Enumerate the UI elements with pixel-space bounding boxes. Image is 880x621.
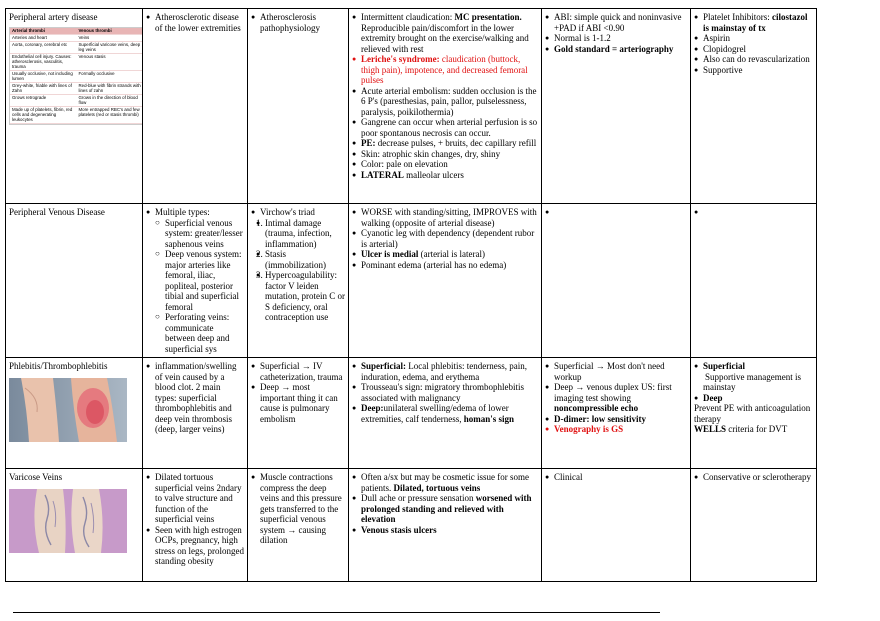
list-item: ● Conservative or sclerotherapy (703, 472, 813, 483)
list-item: ● Skin: atrophic skin changes, dry, shiny (361, 149, 538, 160)
list-item: ● Deep → most important thing it can cause is pulmonary embolism (260, 382, 345, 424)
table-row (6, 358, 817, 469)
list-item: ● Atherosclerosis pathophysiology (260, 12, 345, 33)
disease-cell (6, 358, 143, 469)
mini-cell: Aorta, coronary, cerebral etc (12, 42, 68, 47)
list-item: ● Multiple types: ○ Superficial venous system: greater/lesser saphenous veins ○ Deep venous system: major arteries like femoral, iliac, popliteal, posterior tibial and superficial femoral ○ Perforating veins: communicate between deep and superficial sys (155, 207, 244, 354)
list-item: ● Ulcer is medial (arterial is lateral) (361, 249, 538, 260)
list-item: ● Dilated tortuous superficial veins 2ndary to valve structure and function of the superficial veins (155, 472, 244, 525)
numbered-item: ● 1. Intimal damage (trauma, infection, inflammation) (265, 218, 345, 250)
list-item: ● Superficial: Local phlebitis: tenderness, pain, induration, edema, and erythema (361, 361, 538, 382)
type-cell (143, 204, 248, 358)
diagnosis-cell (542, 358, 691, 469)
pathophysiology-cell (248, 469, 349, 582)
sub-list-item: ○ Deep venous system: major arteries like femoral, iliac, popliteal, posterior tibial and superficial femoral (165, 249, 244, 312)
type-cell (143, 358, 248, 469)
mini-cell: Made up of platelets, fibrin, red cells and degenerating leukocytes (12, 107, 73, 122)
list-item: ● Dull ache or pressure sensation worsened with prolonged standing and relieved with elevation (361, 493, 538, 525)
list-item: ● Platelet Inhibitors: cilostazol is mainstay of tx (703, 12, 813, 33)
list-item: ● Deep (703, 393, 813, 404)
list-item: ● D-dimer: low sensitivity (554, 414, 687, 425)
treatment-note: Prevent PE with anticoagulation therapy WELLS criteria for DVT (694, 403, 811, 434)
list-item: ● Seen with high estrogen OCPs, pregnancy, high stress on legs, prolonged standing obesity (155, 525, 244, 567)
list-item: ● Gangrene can occur when arterial perfusion is so poor spontanous necrosis can occur. (361, 117, 538, 138)
list-item: ● Normal is 1-1.2 (554, 33, 687, 44)
mini-cell: Endothelial cell injury. Causes: atherosclerosis, vasculitis, trauma (12, 54, 72, 69)
mini-header: Venous thrombi (78, 28, 112, 33)
mini-cell: Veins (78, 35, 90, 40)
mini-cell: Usually occlusive, not including lumen (12, 71, 73, 81)
mini-header: Arterial thrombi (12, 28, 45, 33)
numbered-item: ● 3. Hypercoagulability: factor V leiden mutation, protein C or S deficiency, oral contraception use (265, 270, 345, 323)
mini-cell: Grows retrograde (12, 95, 47, 100)
type-cell (143, 9, 248, 204)
diagnosis-cell (542, 469, 691, 582)
list-item: ● WORSE with standing/sitting, IMPROVES with walking (opposite of arterial disease) (361, 207, 538, 228)
numbered-item: ● 2. Stasis (immobilization) (265, 249, 345, 270)
presentation-cell (349, 469, 542, 582)
disease-table (5, 8, 817, 582)
diagnosis-cell (542, 204, 691, 358)
disease-cell (6, 204, 143, 358)
presentation-cell (349, 358, 542, 469)
table-row (6, 9, 817, 204)
treatment-cell (691, 469, 817, 582)
list-item: ● Venography is GS (554, 424, 687, 435)
list-item: ● Cyanotic leg with dependency (dependent rubor is arterial) (361, 228, 538, 249)
mini-cell: Formally occlusive (78, 71, 115, 76)
list-item: ● Deep → venous duplex US: first imaging test showing noncompressible echo (554, 382, 687, 414)
list-item: ● Superficial → Most don't need workup (554, 361, 687, 382)
list-item: ● Superficial → IV catheterization, trauma (260, 361, 345, 382)
list-item: ● Clopidogrel (703, 44, 813, 55)
list-item: ● LATERAL malleolar ulcers (361, 170, 538, 181)
mini-cell: Grows in the direction of blood flow (78, 95, 138, 105)
treatment-cell (691, 204, 817, 358)
list-item: ● Intermittent claudication: MC presentation. Reproducible pain/discomfort in the lower extremity brought on the exercise/walking and relieved with rest (361, 12, 538, 54)
mini-cell: Arteries and heart (12, 35, 47, 40)
presentation-cell (349, 204, 542, 358)
disease-cell (6, 9, 143, 204)
mini-cell: Venous stasis (78, 54, 106, 59)
disease-title: Varicose Veins (9, 472, 63, 482)
pathophysiology-cell (248, 9, 349, 204)
list-item: ● inflammation/swelling of vein caused by a blood clot. 2 main types: superficial thrombophlebitis and deep vein thrombosis (deep, larger veins) (155, 361, 244, 435)
list-item: ● Aspirin (703, 33, 813, 44)
list-item: ● Supportive (703, 65, 813, 76)
list-item (703, 207, 813, 218)
treatment-cell (691, 9, 817, 204)
list-item: ● Also can do revascularization (703, 54, 813, 65)
diagnosis-cell (542, 9, 691, 204)
mini-cell: Red-blue with fibrin strands with lines of zahn (78, 83, 141, 93)
list-item: ● Gold standard = arteriography (554, 44, 687, 55)
list-item: ● ABI: simple quick and noninvasive +PAD if ABI <0.90 (554, 12, 687, 33)
mini-cell: More entrapped RBC's and few platelets (red or stasis thrombi) (78, 107, 140, 117)
pathophysiology-cell (248, 358, 349, 469)
thrombophlebitis-leg-image (9, 378, 127, 442)
footer-divider (13, 612, 660, 613)
list-item: ● Atherosclerotic disease of the lower extremities (155, 12, 244, 33)
list-item: ● Muscle contractions compress the deep veins and this pressure gets transferred to the superficial venous system → causing dilation (260, 472, 345, 546)
mini-cell: Superficial varicose veins, deep leg veins (78, 42, 141, 52)
list-item: ● Virchow's triad ● 1. Intimal damage (trauma, infection, inflammation) ● 2. Stasis (immobilization) ● 3. Hypercoagulability: factor V leiden mutation, protein C or S deficiency, oral contraception use (260, 207, 345, 323)
list-item (554, 207, 687, 218)
list-item: ● Often a/sx but may be cosmetic issue for some patients. Dilated, tortuous veins (361, 472, 538, 493)
list-item: ● Acute arterial embolism: sudden occlusion is the 6 P's (paresthesias, pain, pallor, pulselessness, paralysis, poikilothermia) (361, 86, 538, 118)
list-item: ● Trousseau's sign: migratory thrombophlebitis associated with malignancy (361, 382, 538, 403)
list-item: ● Superficial Supportive management is mainstay (703, 361, 813, 393)
type-cell (143, 469, 248, 582)
pathophysiology-cell (248, 204, 349, 358)
list-item: ● Pominant edema (arterial has no edema) (361, 260, 538, 271)
presentation-cell (349, 9, 542, 204)
treatment-cell (691, 358, 817, 469)
list-item: ● Leriche's syndrome: claudication (buttock, thigh pain), impotence, and decreased femoral pulses (361, 54, 538, 86)
mini-cell: Grey-white, friable with lines of Zahn (12, 83, 72, 93)
list-item: ● Clinical (554, 472, 687, 483)
thrombi-comparison-table (9, 27, 143, 125)
table-row (6, 204, 817, 358)
list-item: ● Color: pale on elevation (361, 159, 538, 170)
list-item: ● Venous stasis ulcers (361, 525, 538, 536)
sub-list-item: ○ Perforating veins: communicate between deep and superficial sys (165, 312, 244, 354)
disease-title: Peripheral Venous Disease (9, 207, 105, 217)
disease-title: Peripheral artery disease (9, 12, 98, 22)
table-row (6, 469, 817, 582)
list-item: ● PE: decrease pulses, + bruits, dec capillary refill (361, 138, 538, 149)
disease-cell (6, 469, 143, 582)
disease-title: Phlebitis/Thrombophlebitis (9, 361, 108, 371)
sub-list-item: ○ Superficial venous system: greater/lesser saphenous veins (165, 218, 244, 250)
varicose-veins-image (9, 489, 127, 553)
list-item: ● Deep:unilateral swelling/edema of lower extremities, calf tenderness, homan's sign (361, 403, 538, 424)
